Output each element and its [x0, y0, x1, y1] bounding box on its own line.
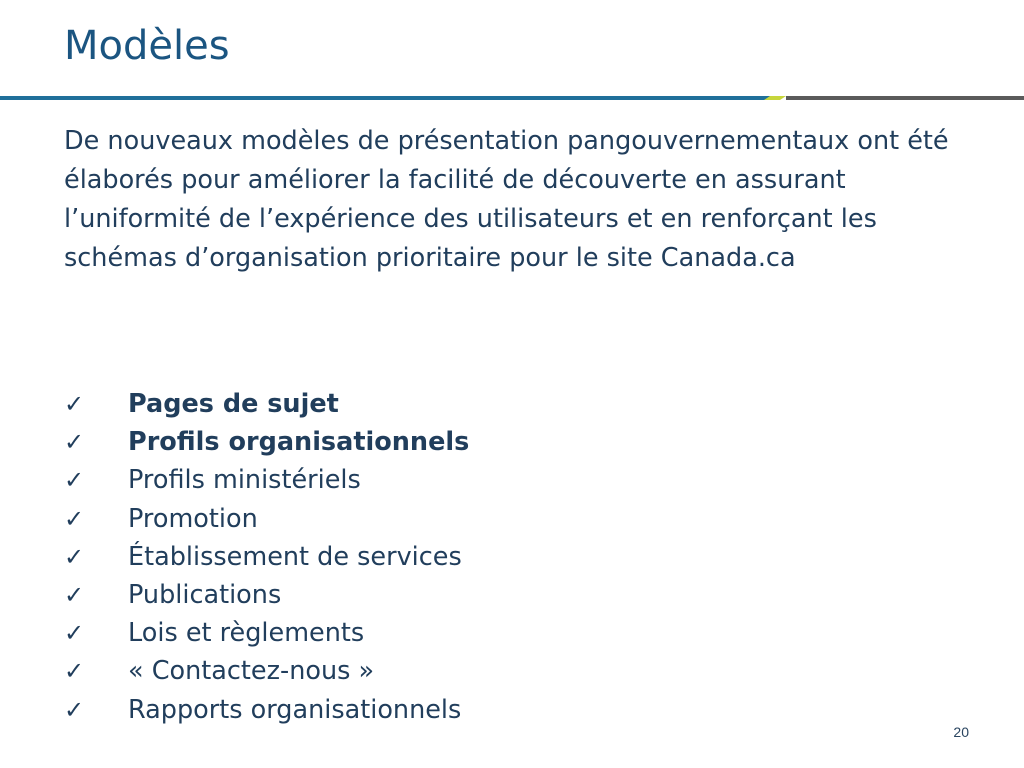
list-item	[64, 461, 469, 499]
list-item	[64, 538, 469, 576]
checkmark-icon: ✓	[64, 542, 85, 571]
list-item-label: Rapports organisationnels	[128, 694, 462, 725]
list-item-label: « Contactez-nous »	[128, 656, 375, 687]
checkmark-icon: ✓	[64, 504, 85, 533]
list-item	[64, 652, 469, 690]
checkmark-icon: ✓	[64, 695, 85, 724]
checkmark-icon: ✓	[64, 428, 85, 457]
list-item-label: Publications	[128, 580, 282, 611]
list-item-label: Profils ministériels	[128, 465, 361, 496]
intro-paragraph: De nouveaux modèles de présentation pangouvernementaux ont été élaborés pour améliorer la facilité de découverte en assurant l’uniformité de l’expérience des utilisateurs et en renforçant les schémas d’organisation prioritaire pour le site Canada.ca	[64, 126, 949, 273]
slide-title: Modèles	[64, 23, 230, 69]
list-item-label: Promotion	[128, 503, 258, 534]
page-number: 20	[953, 724, 969, 740]
checkmark-icon: ✓	[64, 581, 85, 610]
template-list	[64, 385, 469, 729]
checkmark-icon: ✓	[64, 390, 85, 418]
title-divider	[0, 92, 1024, 106]
list-item-label: Lois et règlements	[128, 618, 365, 649]
list-item	[64, 500, 469, 538]
list-item-label: Profils organisationnels	[128, 427, 470, 458]
list-item-label: Pages de sujet	[128, 389, 339, 419]
list-item	[64, 385, 469, 423]
list-item	[64, 423, 469, 461]
checkmark-icon: ✓	[64, 466, 85, 495]
checkmark-icon: ✓	[64, 619, 85, 648]
list-item-label: Établissement de services	[128, 541, 462, 572]
checkmark-icon: ✓	[64, 657, 85, 686]
list-item	[64, 576, 469, 614]
list-item	[64, 691, 469, 729]
list-item	[64, 614, 469, 652]
